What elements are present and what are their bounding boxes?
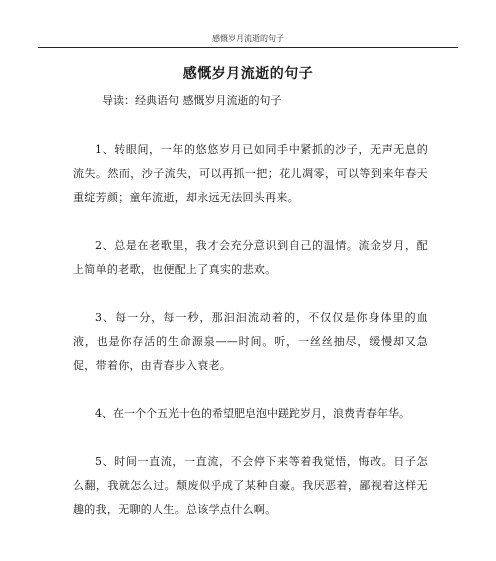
document-title: 感慨岁月流逝的句子 [182, 66, 314, 82]
header-divider [38, 47, 458, 48]
paragraph-1: 1、转眼间，一年的悠悠岁月已如同手中紧抓的沙子，无声无息的流失。然而，沙子流失，可以再抓一把；花儿凋零，可以等到来年春天重绽芳颜；童年流逝，却永远无法回头再来。 [73, 143, 428, 204]
paragraph-4: 4、在一个个五光十色的希望肥皂泡中蹉跎岁月，浪费青春年华。 [95, 407, 410, 420]
paragraph-3: 3、每一分，每一秒，那汩汩流动着的，不仅仅是你身体里的血液，也是你存活的生命源泉——时间。听，一丝丝抽尽，缓慢却又急促，带着你，由青春步入衰老。 [73, 311, 428, 372]
paragraph-2: 2、总是在老歌里，我才会充分意识到自己的温情。流金岁月，配上简单的老歌，也便配上了真实的悲欢。 [73, 239, 428, 276]
running-header: 感慨岁月流逝的句子 [212, 34, 284, 43]
paragraph-5: 5、时间一直流，一直流，不会停下来等着我觉悟，悔改。日子怎么翻，我就怎么过。颓废似乎成了某种自豪。我厌恶着，鄙视着这样无趣的我，无聊的人生。总该学点什么啊。 [73, 455, 428, 516]
lead-text: 导读：经典语句 感慨岁月流逝的句子 [102, 94, 282, 107]
body-paragraphs [73, 138, 428, 546]
